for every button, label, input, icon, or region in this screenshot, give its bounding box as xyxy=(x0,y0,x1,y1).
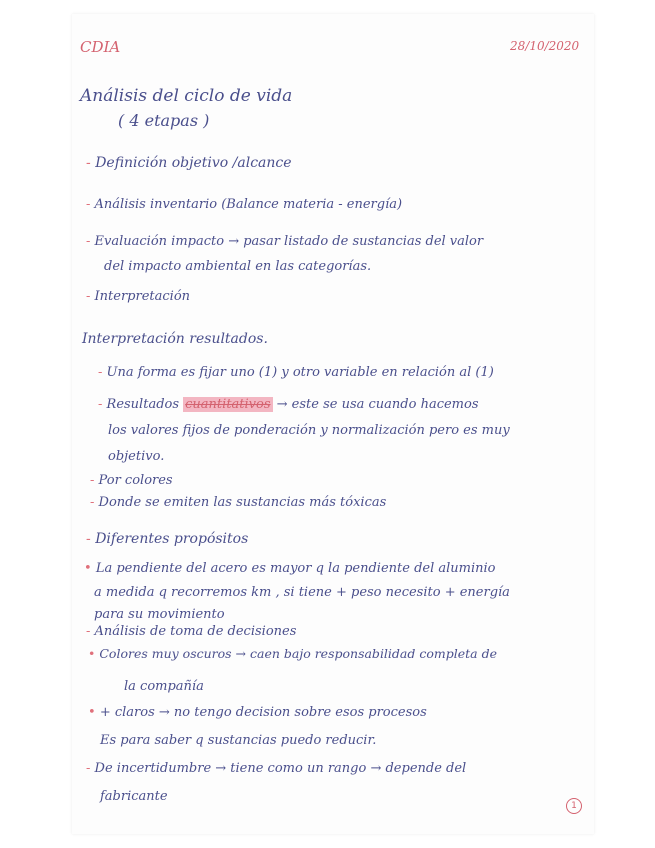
page-number: 1 xyxy=(566,798,582,814)
subject-label: CDIA xyxy=(80,38,121,56)
interpretation-item-2-line-2: los valores fijos de ponderación y normalización pero es muy xyxy=(108,423,510,438)
interpretation-item-2: - Resultados cuantitativos → este se usa cuando hacemos xyxy=(98,397,479,412)
stage-1: - Definición objetivo /alcance xyxy=(86,155,292,171)
bullet-1: • La pendiente del acero es mayor q la pendiente del aluminio xyxy=(84,561,496,576)
interpretation-item-2-line-3: objetivo. xyxy=(108,449,165,464)
page-title: Análisis del ciclo de vida xyxy=(80,86,293,106)
date-label: 28/10/2020 xyxy=(510,39,580,53)
interpretation-item-7-line-2: fabricante xyxy=(100,789,168,804)
interpretation-item-7: - De incertidumbre → tiene como un rango → depende del xyxy=(86,761,467,776)
interpretation-item-4: - Donde se emiten las sustancias más tóxicas xyxy=(90,495,387,510)
bullet-3: • + claros → no tengo decision sobre esos procesos xyxy=(88,705,427,720)
bullet-3-line-2: Es para saber q sustancias puedo reducir. xyxy=(100,733,377,748)
bullet-2-line-2: la compañía xyxy=(124,679,204,694)
stage-4: - Interpretación xyxy=(86,289,191,304)
bullet-1-line-3: para su movimiento xyxy=(94,607,225,622)
section-heading: Interpretación resultados. xyxy=(82,331,268,347)
stage-2: - Análisis inventario (Balance materia - energía) xyxy=(86,197,403,212)
interpretation-item-5: - Diferentes propósitos xyxy=(86,531,249,547)
stage-3-continued: del impacto ambiental en las categorías. xyxy=(104,259,372,274)
interpretation-item-6: - Análisis de toma de decisiones xyxy=(86,624,297,639)
highlighted-word: cuantitativos xyxy=(185,397,271,412)
bullet-2: • Colores muy oscuros → caen bajo responsabilidad completa de xyxy=(88,646,497,661)
page-subtitle: ( 4 etapas ) xyxy=(118,111,210,130)
bullet-1-line-2: a medida q recorremos km , si tiene + peso necesito + energía xyxy=(94,585,510,600)
stage-3: - Evaluación impacto → pasar listado de sustancias del valor xyxy=(86,234,484,249)
interpretation-item-3: - Por colores xyxy=(90,473,173,488)
interpretation-item-1: - Una forma es fijar uno (1) y otro variable en relación al (1) xyxy=(98,365,494,380)
